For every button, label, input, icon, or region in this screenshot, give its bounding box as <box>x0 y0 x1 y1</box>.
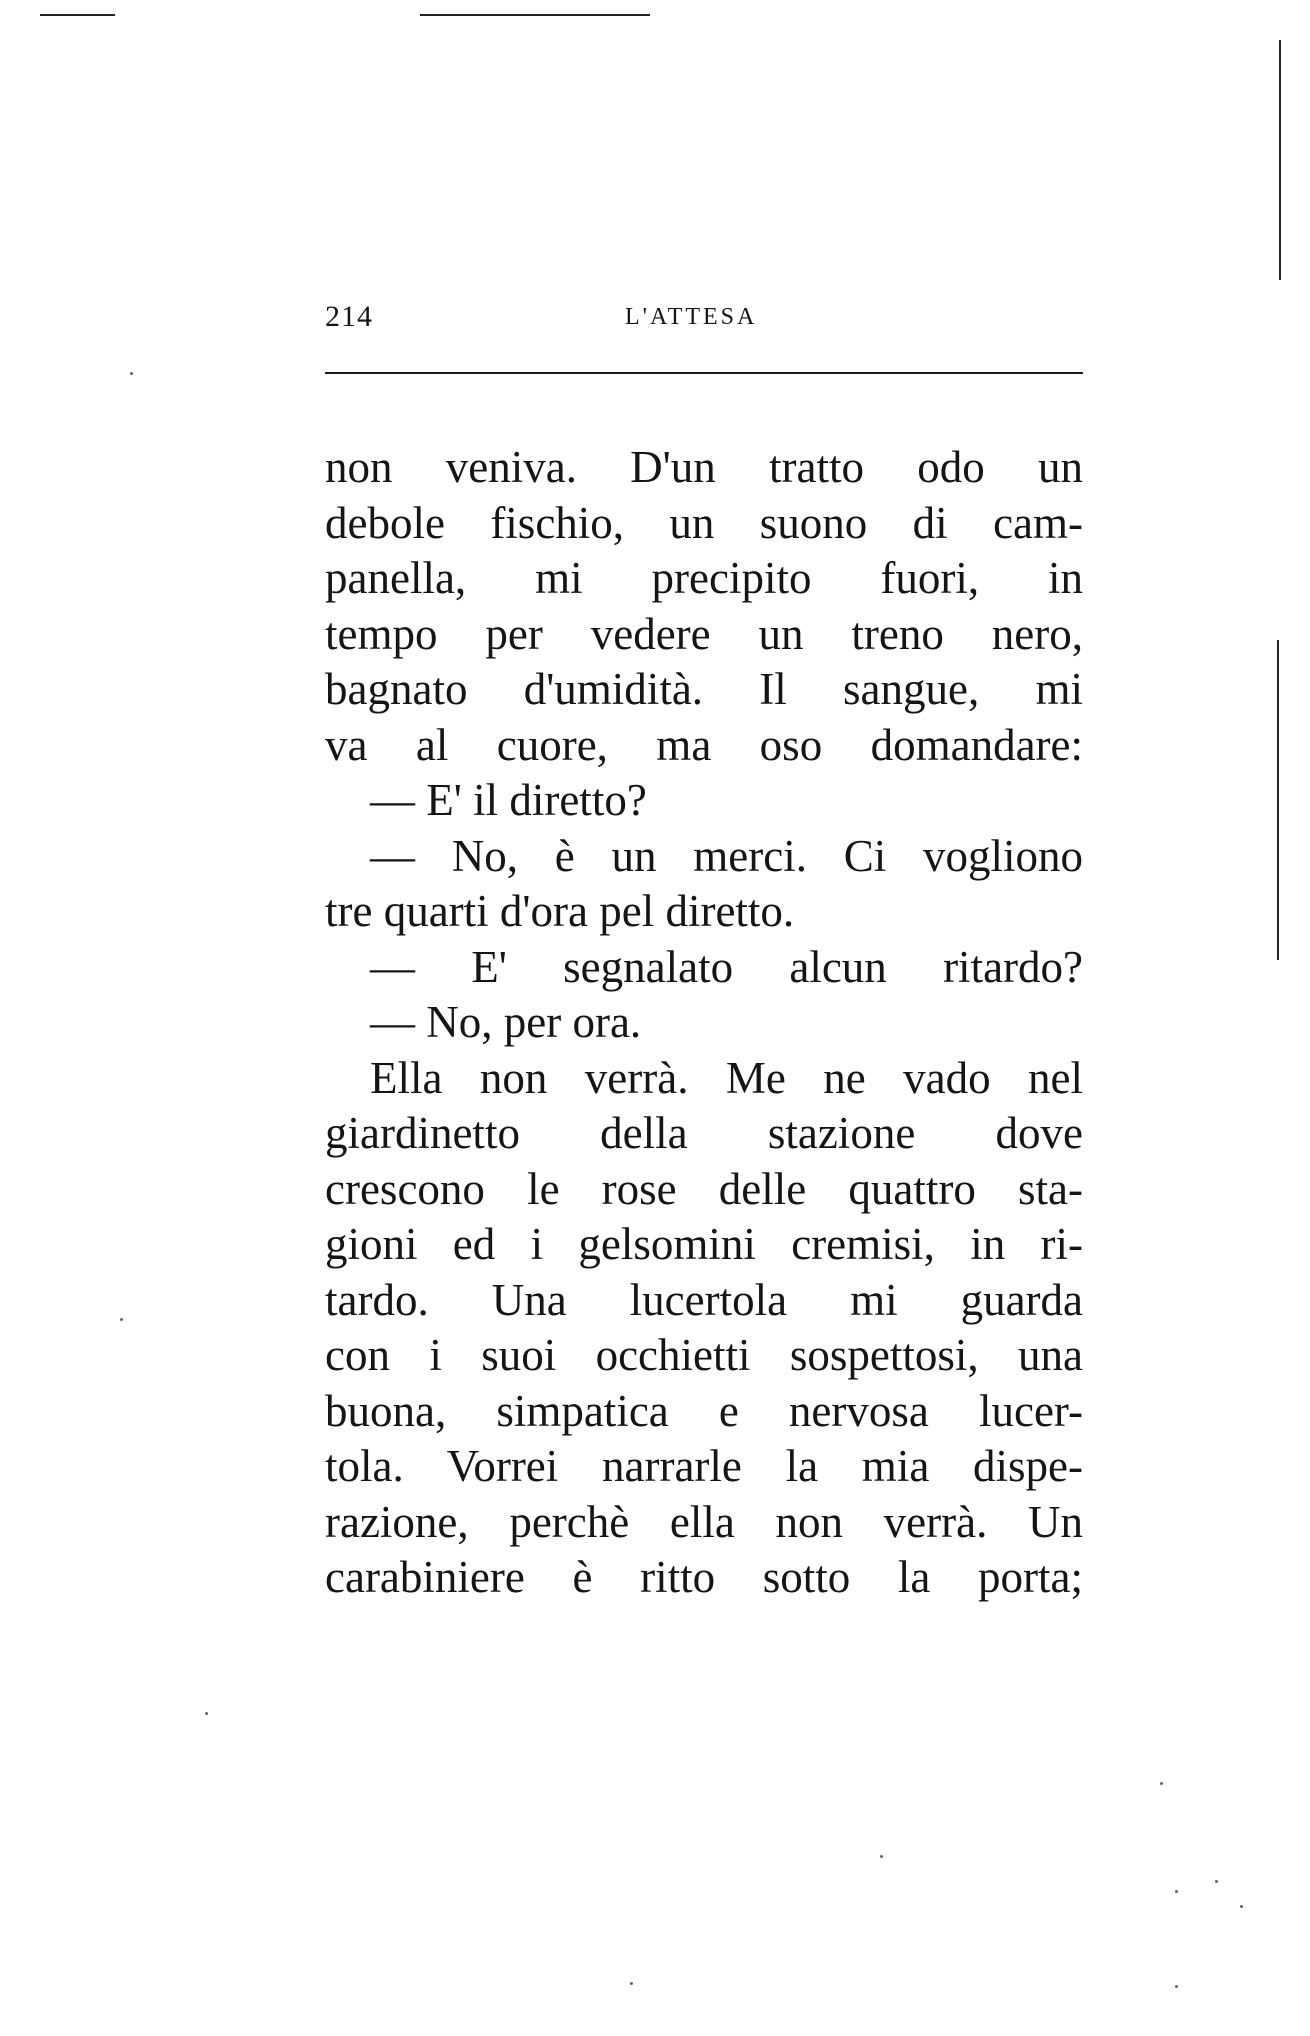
text-line: gioni ed i gelsomini cremisi, in ri- <box>325 1219 1083 1269</box>
scan-speck <box>880 1855 883 1858</box>
scan-speck <box>1215 1880 1218 1883</box>
dialogue-line: — No, è un merci. Ci vogliono <box>370 830 1083 881</box>
body-text <box>325 440 1083 1606</box>
paragraph-first-line: Ella non verrà. Me ne vado nel <box>370 1052 1083 1103</box>
text-line: razione, perchè ella non verrà. Un <box>325 1496 1083 1547</box>
text-line: debole fischio, un suono di cam- <box>325 497 1083 548</box>
text-line: giardinetto della stazione dove <box>325 1108 1083 1158</box>
scan-edge-mark-top-left <box>40 14 115 16</box>
scan-edge-mark-right-2 <box>1277 640 1279 960</box>
text-line: panella, mi precipito fuori, in <box>325 553 1083 603</box>
scan-edge-mark-right <box>1279 40 1281 280</box>
scan-speck <box>1240 1905 1243 1908</box>
page-number: 214 <box>325 300 373 333</box>
scan-speck <box>205 1712 208 1715</box>
text-line: non veniva. D'un tratto odo un <box>325 442 1083 492</box>
scan-speck <box>1175 1890 1178 1893</box>
scan-speck <box>130 372 133 375</box>
page-header <box>325 300 1085 340</box>
dialogue-line: — E' il diretto? <box>370 775 647 825</box>
text-line: tola. Vorrei narrarle la mia dispe- <box>325 1441 1083 1491</box>
dialogue-line: — E' segnalato alcun ritardo? <box>370 941 1083 992</box>
text-line: va al cuore, ma oso domandare: <box>325 719 1083 770</box>
text-line: crescono le rose delle quattro sta- <box>325 1163 1083 1214</box>
dialogue-line: — No, per ora. <box>370 997 642 1047</box>
text-line: tre quarti d'ora pel diretto. <box>325 886 795 936</box>
scan-speck <box>1175 1985 1178 1988</box>
running-title: L'ATTESA <box>625 304 758 330</box>
text-line: bagnato d'umidità. Il sangue, mi <box>325 664 1083 714</box>
scan-edge-mark-top-center <box>420 14 650 16</box>
scan-speck <box>120 1318 123 1321</box>
text-line: carabiniere è ritto sotto la porta; <box>325 1552 1083 1602</box>
text-line: con i suoi occhietti sospettosi, una <box>325 1330 1083 1380</box>
scan-speck <box>1160 1782 1163 1785</box>
text-line: buona, simpatica e nervosa lucer- <box>325 1385 1083 1436</box>
scan-speck <box>630 1982 633 1985</box>
text-line: tempo per vedere un treno nero, <box>325 608 1083 659</box>
text-line: tardo. Una lucertola mi guarda <box>325 1274 1083 1325</box>
header-rule <box>325 372 1083 374</box>
